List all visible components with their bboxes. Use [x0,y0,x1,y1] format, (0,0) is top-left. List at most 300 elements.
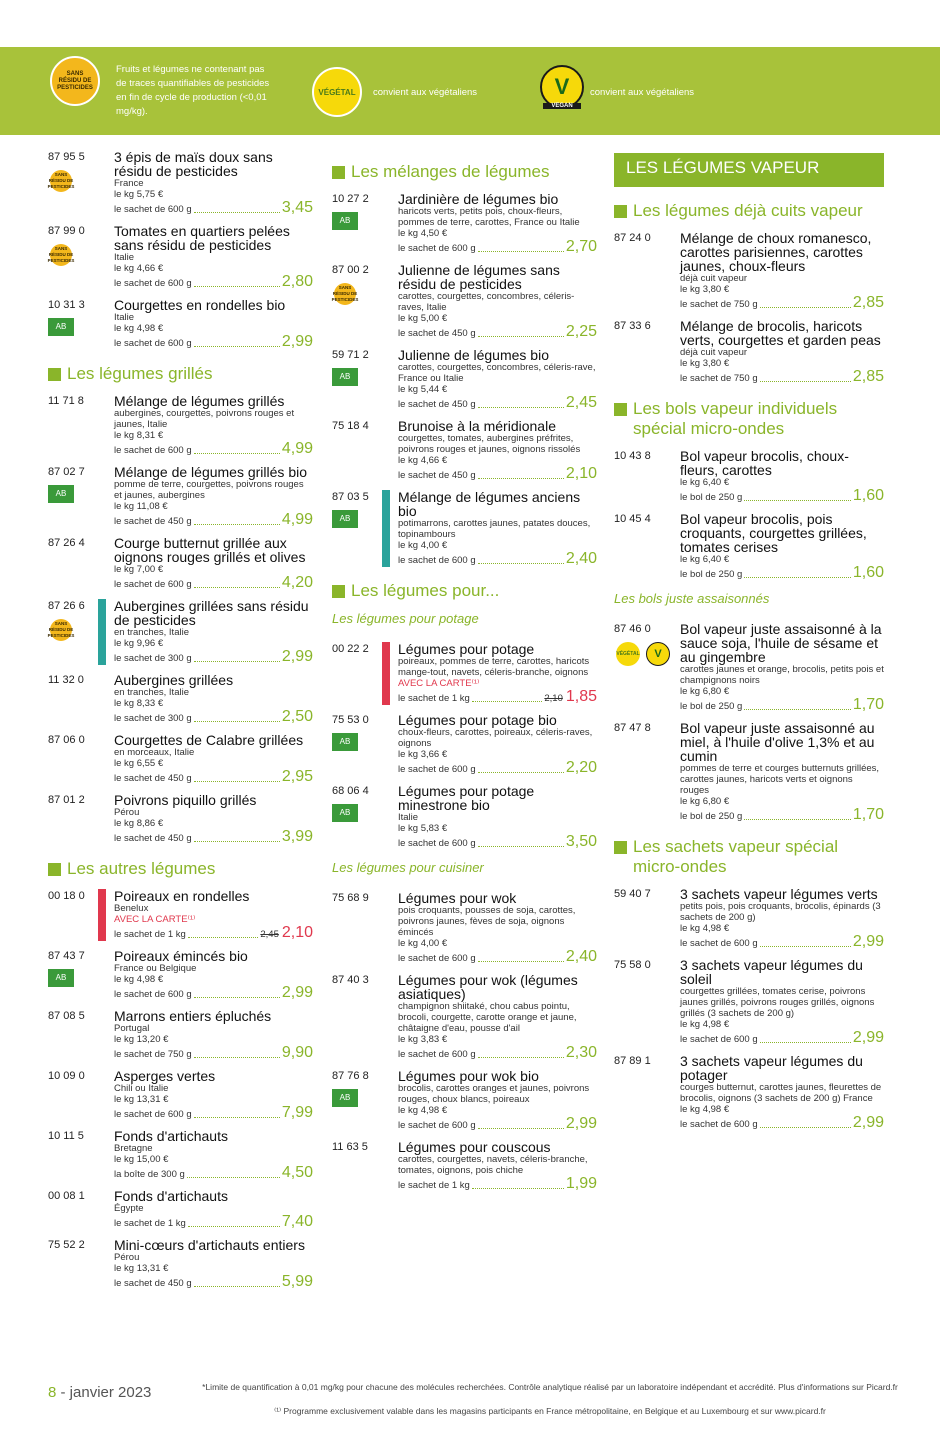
product-name: Légumes pour potage minestrone bio [398,783,535,813]
product-price: 2,70 [565,238,597,255]
dot-leader [478,407,564,408]
product-description: courgettes grillées, tomates cerise, poivrons jaunes grillés, poivrons rouges grillés, oignons grillés (3 sachets de 200 g) [680,986,875,1019]
product-description: carottes, courgettes, navets, céleris-branche, tomates, oignons, pois chiche [398,1154,588,1176]
product-code: 68 06 4 [332,785,369,797]
product-code: 10 11 5 [48,1130,84,1142]
package-size: le bol de 250 g [680,492,743,503]
product-code: 75 68 9 [332,892,369,904]
product-code: 00 22 2 [332,643,369,655]
vegan-icon: V [646,642,670,666]
product-description: brocolis, carottes oranges et jaunes, poivrons rouges, choux blancs, poireaux [398,1083,590,1105]
product-description: Pérou [114,807,140,818]
product-description: Pérou [114,1252,140,1263]
product-code: 87 00 2 [332,264,369,276]
section-title-bols: Les bols vapeur individuels spécial micro-ondes [614,399,884,439]
package-size: le sachet de 600 g [680,938,758,949]
product-item [614,449,884,504]
page-number: 8 [48,1384,57,1401]
price-line [398,1116,597,1132]
dot-leader [760,381,851,382]
product-description: Italie [398,812,419,823]
price-per-kg: le kg 8,31 € [114,430,164,441]
product-code: 10 27 2 [332,193,369,205]
product-code: 87 47 8 [614,722,651,734]
package-size: la boîte de 300 g [114,1169,185,1180]
price-per-kg: le kg 4,98 € [114,974,164,985]
price-per-kg: le kg 5,75 € [114,189,164,200]
price-line [398,1045,597,1061]
product-name: Tomates en quartiers pelées sans résidu de pesticides [114,223,290,253]
product-code: 10 09 0 [48,1070,85,1082]
product-name: Julienne de légumes bio [398,347,549,363]
old-price: 2,45 [260,929,279,940]
product-price: 2,95 [281,768,313,785]
promo-bar [382,642,390,705]
product-name: Aubergines grillées [114,672,234,688]
product-price: 2,99 [852,1114,884,1131]
product-name: Bol vapeur juste assaisonné au miel, à l'huile d'olive 1,3% et au cumin [680,720,875,764]
product-price: 1,70 [852,806,884,823]
product-item [48,394,313,457]
product-item [332,973,597,1061]
product-item [614,958,884,1046]
package-size: le sachet de 600 g [114,579,192,590]
product-item [614,622,884,713]
product-item [332,1069,597,1132]
package-size: le sachet de 450 g [398,328,476,339]
package-size: le sachet de 600 g [680,1034,758,1045]
package-size: le sachet de 600 g [398,953,476,964]
price-per-kg: le kg 6,55 € [114,758,164,769]
steam-vegetables-band: LES LÉGUMES VAPEUR [614,153,884,187]
product-name: Jardinière de légumes bio [398,191,559,207]
product-price: 1,60 [852,564,884,581]
dot-leader [744,819,851,820]
dot-leader [187,1177,280,1178]
dot-leader [478,563,564,564]
package-size: le sachet de 600 g [114,1109,192,1120]
price-per-kg: le kg 13,20 € [114,1034,169,1045]
product-item [48,1238,313,1290]
product-name: Mélange de brocolis, haricots verts, courgettes et garden peas [680,318,881,348]
price-per-kg: le kg 4,00 € [398,938,448,949]
price-per-kg: le kg 6,80 € [680,686,730,697]
dot-leader [194,661,280,662]
product-item [614,1054,884,1131]
product-description: petits pois, pois croquants, brocolis, épinards (3 sachets de 200 g) [680,901,881,923]
product-price: 1,60 [852,487,884,504]
product-name: Bol vapeur juste assaisonné à la sauce soja, l'huile de sésame et au gingembre [680,621,882,665]
product-item [332,419,597,482]
package-size: le sachet de 600 g [398,243,476,254]
package-size: le sachet de 600 g [114,989,192,1000]
product-price: 2,99 [852,933,884,950]
product-name: Julienne de légumes sans résidu de pesticides [398,262,560,292]
product-name: Poivrons piquillo grillés [114,792,257,808]
product-description: Benelux [114,903,149,914]
product-name: 3 sachets vapeur légumes du potager [680,1053,863,1083]
section-title-grilled: Les légumes grillés [48,364,313,384]
product-code: 87 06 0 [48,734,85,746]
section-title-cuits: Les légumes déjà cuits vapeur [614,201,884,221]
product-name: Mélange de légumes grillés [114,393,285,409]
package-size: le sachet de 600 g [398,1049,476,1060]
price-line [398,689,597,705]
package-size: le sachet de 450 g [114,1278,192,1289]
price-per-kg: le kg 8,86 € [114,818,164,829]
product-code: 10 43 8 [614,450,651,462]
package-size: le bol de 250 g [680,811,743,822]
product-name: 3 sachets vapeur légumes du soleil [680,957,863,987]
product-code: 87 01 2 [48,794,85,806]
price-line [398,760,597,776]
pesticide-note: Fruits et légumes ne contenant pas de traces quantifiables de pesticides en fin de cycle de production (<0,01 mg/kg). [116,64,270,117]
price-line [114,512,313,528]
dot-leader [194,524,280,525]
product-price: 3,50 [565,833,597,850]
package-size: le sachet de 1 kg [114,1218,186,1229]
package-size: le bol de 250 g [680,701,743,712]
price-per-kg: le kg 3,80 € [680,284,730,295]
product-price: 4,99 [281,440,313,457]
dot-leader [194,587,280,588]
organic-ab-icon: AB [332,733,358,751]
price-line [114,1214,313,1230]
page-date: - janvier 2023 [56,1384,152,1401]
dot-leader [760,1127,851,1128]
product-code: 11 32 0 [48,674,84,686]
price-per-kg: le kg 4,98 € [680,1019,730,1030]
price-line [680,697,884,713]
product-description: France [114,178,144,189]
product-item [332,192,597,255]
price-line [398,324,597,340]
price-line [680,488,884,504]
product-price: 7,99 [281,1104,313,1121]
organic-ab-icon: AB [332,212,358,230]
dot-leader [478,336,564,337]
price-per-kg: le kg 13,31 € [114,1094,169,1105]
product-description: Chili ou Italie [114,1083,169,1094]
package-size: le sachet de 450 g [398,470,476,481]
page-footer [48,1384,151,1401]
package-size: le sachet de 450 g [114,773,192,784]
product-item [48,536,313,591]
product-description: champignon shiitaké, chou cabus pointu, brocoli, courgette, carotte orange et jaune, châtaigne d'eau, pousse d'ail [398,1001,577,1034]
product-name: Aubergines grillées sans résidu de pesticides [114,598,309,628]
price-line [114,274,313,290]
price-per-kg: le kg 7,00 € [114,564,164,575]
product-item [332,1140,597,1192]
package-size: le sachet de 1 kg [398,693,470,704]
product-price: 1,85 [565,688,597,705]
product-description: pommes de terre et courges butternuts grillées, carottes jaunes, haricots verts et oignons rouges [680,763,880,796]
product-item [332,784,597,850]
price-line [398,239,597,255]
dot-leader [478,478,564,479]
product-price: 2,99 [281,984,313,1001]
price-line [680,565,884,581]
dot-leader [194,1286,280,1287]
product-price: 2,45 [565,394,597,411]
vegetal-text: convient aux végétaliens [373,87,478,98]
product-item [48,1129,313,1181]
product-description: Italie [114,312,135,323]
dot-leader [194,781,280,782]
dot-leader [194,453,280,454]
package-size: le sachet de 1 kg [398,1180,470,1191]
product-code: 11 71 8 [48,395,84,407]
product-name: Bol vapeur brocolis, choux-fleurs, carottes [680,448,849,478]
price-per-kg: le kg 5,00 € [398,313,448,324]
price-per-kg: le kg 5,44 € [398,384,448,395]
product-name: Mélange de choux romanesco, carottes parisiennes, carottes jaunes, choux-fleurs [680,230,872,274]
product-code: 75 58 0 [614,959,651,971]
price-line [114,649,313,665]
price-per-kg: le kg 3,80 € [680,358,730,369]
dot-leader [478,961,564,962]
product-price: 2,85 [852,368,884,385]
price-line [114,441,313,457]
product-price: 4,99 [281,511,313,528]
product-code: 87 46 0 [614,623,651,635]
organic-ab-icon: AB [48,485,74,503]
product-name: Courgettes en rondelles bio [114,297,286,313]
product-code: 87 89 1 [614,1055,651,1067]
product-item [48,1009,313,1061]
product-price: 2,99 [281,333,313,350]
price-line [680,295,884,311]
product-description: carottes, courgettes, concombres, céleris-raves, Italie [398,291,575,313]
product-description: courges butternut, carottes jaunes, fleurettes de brocolis, oignons (3 sachets de 200 g) France [680,1082,882,1104]
product-item [48,599,313,665]
package-size: le sachet de 600 g [114,278,192,289]
organic-ab-icon: AB [332,1089,358,1107]
product-item [48,150,313,216]
product-description: poireaux, pommes de terre, carottes, haricots mange-tout, navets, céleris-branche, oignons [398,656,590,678]
package-size: le sachet de 750 g [680,299,758,310]
vegetal-icon: VÉGÉTAL [616,642,640,666]
product-code: 87 08 5 [48,1010,85,1022]
product-name: Légumes pour wok [398,890,517,906]
product-description: Portugal [114,1023,150,1034]
dot-leader [194,997,280,998]
price-line [114,769,313,785]
product-description: choux-fleurs, carottes, poireaux, céleris-raves, oignons [398,727,593,749]
pesticide-free-icon: SANS RÉSIDU DE PESTICIDES [50,619,72,641]
package-size: le bol de 250 g [680,569,743,580]
organic-ab-icon: AB [332,510,358,528]
product-code: 00 08 1 [48,1190,85,1202]
package-size: le sachet de 600 g [398,1120,476,1131]
new-bar [98,599,106,665]
product-price: 2,10 [281,924,313,941]
product-name: 3 sachets vapeur légumes verts [680,886,878,902]
new-bar [382,490,390,567]
price-line [114,1274,313,1290]
dot-leader [760,307,851,308]
price-per-kg: le kg 4,98 € [680,1104,730,1115]
product-price: 1,99 [565,1175,597,1192]
product-item [614,721,884,823]
product-code: 87 26 4 [48,537,85,549]
package-size: le sachet de 600 g [398,555,476,566]
product-code: 00 18 0 [48,890,85,902]
product-price: 2,50 [281,708,313,725]
dot-leader [744,709,851,710]
product-code: 59 71 2 [332,349,369,361]
product-price: 5,99 [281,1273,313,1290]
price-per-kg: le kg 6,40 € [680,554,730,565]
product-code: 87 95 5 [48,151,85,163]
package-size: le sachet de 600 g [114,445,192,456]
product-code: 11 63 5 [332,1141,368,1153]
product-item [332,642,597,705]
product-item [332,891,597,965]
product-price: 2,10 [565,465,597,482]
product-item [48,224,313,290]
product-code: 87 24 0 [614,232,651,244]
product-item [48,1189,313,1230]
package-size: le sachet de 1 kg [114,929,186,940]
product-name: Fonds d'artichauts [114,1128,228,1144]
product-description: courgettes, tomates, aubergines préfrites, poivrons rouges et jaunes, oignons rissolés [398,433,581,455]
footnote-program: ⁽¹⁾ Programme exclusivement valable dans les magasins participants en France métropolitaine, en Belgique et au Luxembourg et sur www.picard.fr [274,1406,826,1416]
product-price: 2,30 [565,1044,597,1061]
product-name: Marrons entiers épluchés [114,1008,272,1024]
product-item [48,733,313,785]
product-name: Légumes pour couscous [398,1139,551,1155]
product-item [48,949,313,1001]
price-line [114,334,313,350]
product-name: Bol vapeur brocolis, pois croquants, courgettes grillées, tomates cerises [680,511,867,555]
product-code: 87 40 3 [332,974,369,986]
subsection-cuisiner: Les légumes pour cuisiner [332,860,484,875]
dot-leader [760,1042,851,1043]
section-title-pour: Les légumes pour... [332,581,597,601]
product-item [332,713,597,776]
product-code: 87 26 6 [48,600,85,612]
product-price: 2,80 [281,273,313,290]
product-item [48,1069,313,1121]
price-line [680,934,884,950]
price-line [398,466,597,482]
product-description: Bretagne [114,1143,153,1154]
product-name: Poireaux émincés bio [114,948,248,964]
organic-ab-icon: AB [48,318,74,336]
product-code: 87 02 7 [48,466,85,478]
product-code: 75 53 0 [332,714,369,726]
product-price: 2,20 [565,759,597,776]
product-name: Courgettes de Calabre grillées [114,732,304,748]
product-code: 75 52 2 [48,1239,85,1251]
old-price: 2,10 [544,693,563,704]
product-code: 87 33 6 [614,320,651,332]
product-code: 87 03 5 [332,491,369,503]
dot-leader [188,937,259,938]
dot-leader [472,701,543,702]
product-item [614,319,884,385]
product-description: déjà cuit vapeur [680,347,748,358]
product-code: 59 40 7 [614,888,651,900]
vegan-text: convient aux végétaliens [590,87,695,98]
product-item [332,490,597,567]
product-code: 75 18 4 [332,420,369,432]
product-code: 10 45 4 [614,513,651,525]
vegetal-logo-icon: VÉGÉTAL [312,67,362,117]
dot-leader [478,251,564,252]
price-per-kg: le kg 4,50 € [398,228,448,239]
product-price: 4,20 [281,574,313,591]
product-name: 3 épis de maïs doux sans résidu de pesticides [114,149,273,179]
product-name: Brunoise à la méridionale [398,418,556,434]
loyalty-card-label: AVEC LA CARTE⁽¹⁾ [398,678,480,689]
price-line [398,551,597,567]
product-price: 2,25 [565,323,597,340]
product-name: Mini-cœurs d'artichauts entiers [114,1237,305,1253]
price-per-kg: le kg 3,83 € [398,1034,448,1045]
price-line [114,985,313,1001]
package-size: le sachet de 300 g [114,653,192,664]
product-price: 1,70 [852,696,884,713]
product-price: 3,99 [281,828,313,845]
product-description: aubergines, courgettes, poivrons rouges et jaunes, Italie [114,408,295,430]
package-size: le sachet de 450 g [398,399,476,410]
dot-leader [478,772,564,773]
organic-ab-icon: AB [332,804,358,822]
product-description: pomme de terre, courgettes, poivrons rouges et jaunes, aubergines [114,479,304,501]
product-price: 9,90 [281,1044,313,1061]
product-item [614,512,884,581]
price-line [114,829,313,845]
organic-ab-icon: AB [48,969,74,987]
product-price: 3,45 [281,199,313,216]
column-2 [332,150,597,1200]
price-per-kg: le kg 4,98 € [398,1105,448,1116]
package-size: le sachet de 600 g [114,338,192,349]
dot-leader [194,721,280,722]
product-name: Légumes pour potage [398,641,535,657]
product-description: en tranches, Italie [114,627,189,638]
product-item [332,348,597,411]
product-name: Poireaux en rondelles [114,888,250,904]
product-item [614,231,884,311]
promo-bar [98,889,106,941]
product-description: déjà cuit vapeur [680,273,748,284]
dot-leader [478,1057,564,1058]
price-per-kg: le kg 8,33 € [114,698,164,709]
product-description: haricots verts, petits pois, choux-fleurs, pommes de terre, carottes, France ou Italie [398,206,580,228]
product-item [48,465,313,528]
price-line [398,1176,597,1192]
product-name: Légumes pour wok (légumes asiatiques) [398,972,578,1002]
product-price: 2,99 [565,1115,597,1132]
price-line [398,949,597,965]
price-line [680,369,884,385]
product-description: en morceaux, Italie [114,747,195,758]
dot-leader [744,577,851,578]
product-price: 2,40 [565,948,597,965]
product-price: 7,40 [281,1213,313,1230]
dot-leader [194,841,280,842]
product-price: 2,99 [852,1029,884,1046]
package-size: le sachet de 450 g [114,516,192,527]
product-item [48,793,313,845]
dot-leader [478,1128,564,1129]
product-price: 2,85 [852,294,884,311]
price-per-kg: le kg 4,00 € [398,540,448,551]
price-line [680,1115,884,1131]
